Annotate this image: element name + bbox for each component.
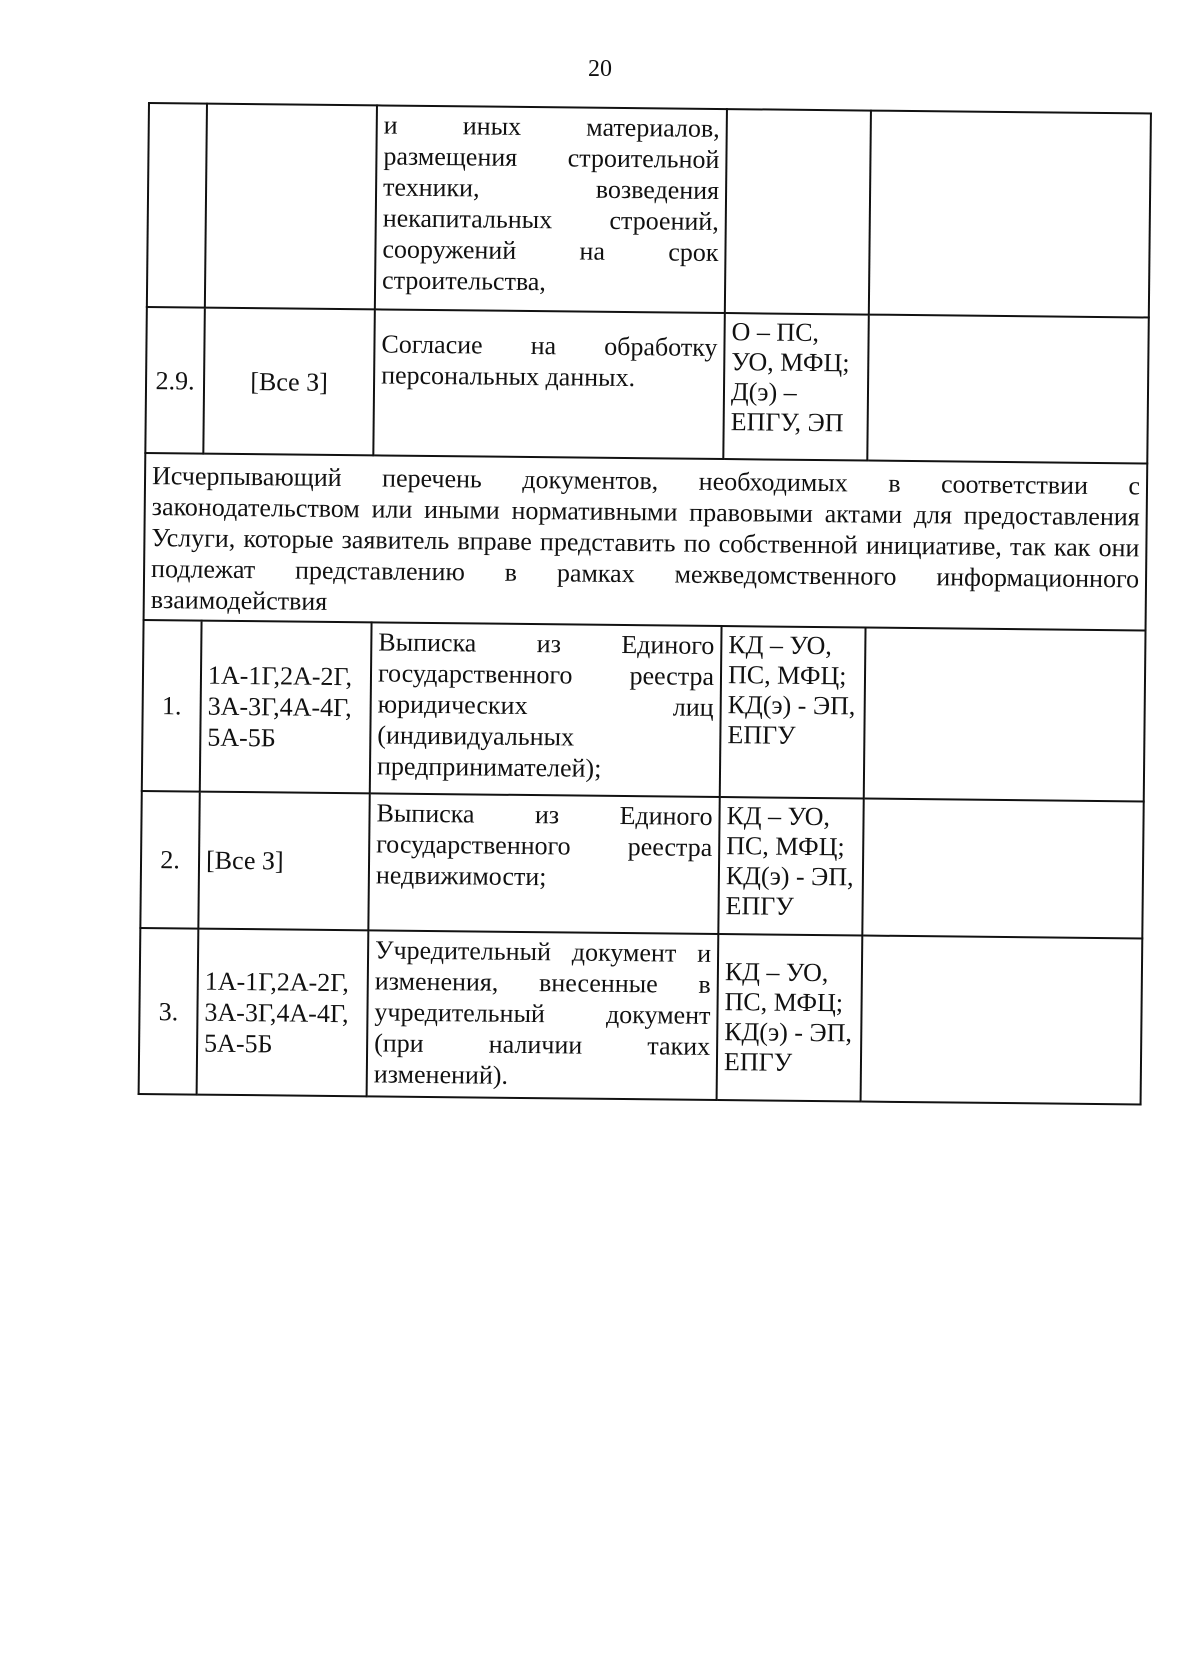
form-line: ПС, МФЦ; <box>727 660 847 691</box>
form-line: КД – УО, <box>724 957 829 988</box>
table-row <box>140 791 1143 938</box>
form-line: КД(э) - ЭП, <box>727 690 856 721</box>
form-line: ЕПГУ <box>725 891 794 921</box>
table-row <box>139 928 1143 1104</box>
form-line: УО, МФЦ; <box>731 347 850 378</box>
applicant-line: 3А-3Г,4А-4Г, <box>204 997 349 1028</box>
note-cell <box>864 628 1146 802</box>
form-line: ПС, МФЦ; <box>726 831 845 862</box>
page-number: 20 <box>588 56 612 82</box>
submission-form <box>723 313 869 460</box>
form-line: ЕПГУ <box>727 720 796 750</box>
documents-table <box>138 102 1152 1105</box>
note-cell <box>862 799 1143 939</box>
document-name: и иных материалов, размещения строительной техники, возведения некапитальных строений, сооружений на срок строительства, <box>375 105 727 313</box>
form-line: О – ПС, <box>731 317 820 348</box>
form-line: ЕПГУ, ЭП <box>730 407 844 438</box>
form-line: КД(э) - ЭП, <box>724 1017 853 1048</box>
submission-form <box>717 934 863 1101</box>
form-line: КД – УО, <box>726 801 831 832</box>
document-name: Учредительный документ и изменения, внесенные в учредительный документ (при наличии таких изменений). <box>367 930 719 1100</box>
document-name: Выписка из Единого государственного реестра недвижимости; <box>368 793 719 934</box>
table-row <box>147 103 1151 317</box>
row-number: 3. <box>139 928 199 1095</box>
row-number: 1. <box>142 620 202 792</box>
submission-form <box>720 626 866 798</box>
applicant-categories <box>198 792 369 931</box>
document-name: Согласие на обработку персональных данных. <box>373 309 725 459</box>
row-number: 2.9. <box>145 307 205 454</box>
submission-form <box>718 797 863 936</box>
document-name: Выписка из Единого государственного реестра юридических лиц (индивидуальных предпринимателей); <box>370 622 722 797</box>
section-heading: Исчерпывающий перечень документов, необходимых в соответствии с законодательством или иными нормативными правовыми актами для предоставления Услуги, которые заявитель вправе представить по собственной инициативе, так как они подлежат представлению в рамках межведомственного информационного взаимодействия <box>144 453 1148 630</box>
applicant-line: 3А-3Г,4А-4Г, <box>207 691 352 723</box>
row-number: 2. <box>140 791 199 929</box>
applicant-line: [Все З] <box>205 845 284 876</box>
applicant-line: 5А-5Б <box>207 722 276 753</box>
form-line: ПС, МФЦ; <box>724 987 844 1018</box>
form-line: Д(э) – <box>730 377 797 407</box>
submission-form <box>725 109 871 314</box>
table-row <box>145 307 1148 463</box>
note-cell <box>867 315 1149 464</box>
applicant-categories: [Все З] <box>203 308 375 456</box>
applicant-categories <box>205 104 377 310</box>
table-row <box>142 620 1146 801</box>
applicant-line: 1А-1Г,2А-2Г, <box>204 966 350 997</box>
form-line: ЕПГУ <box>723 1047 793 1077</box>
applicant-line: 1А-1Г,2А-2Г, <box>207 660 353 692</box>
section-heading-row <box>144 453 1148 630</box>
row-number <box>147 103 207 308</box>
applicant-line: 5А-5Б <box>204 1028 273 1058</box>
note-cell <box>861 936 1143 1105</box>
form-line: КД – УО, <box>728 630 832 661</box>
applicant-categories <box>197 929 369 1097</box>
applicant-categories <box>200 621 372 794</box>
note-cell <box>869 111 1151 318</box>
form-line: КД(э) - ЭП, <box>725 861 854 892</box>
